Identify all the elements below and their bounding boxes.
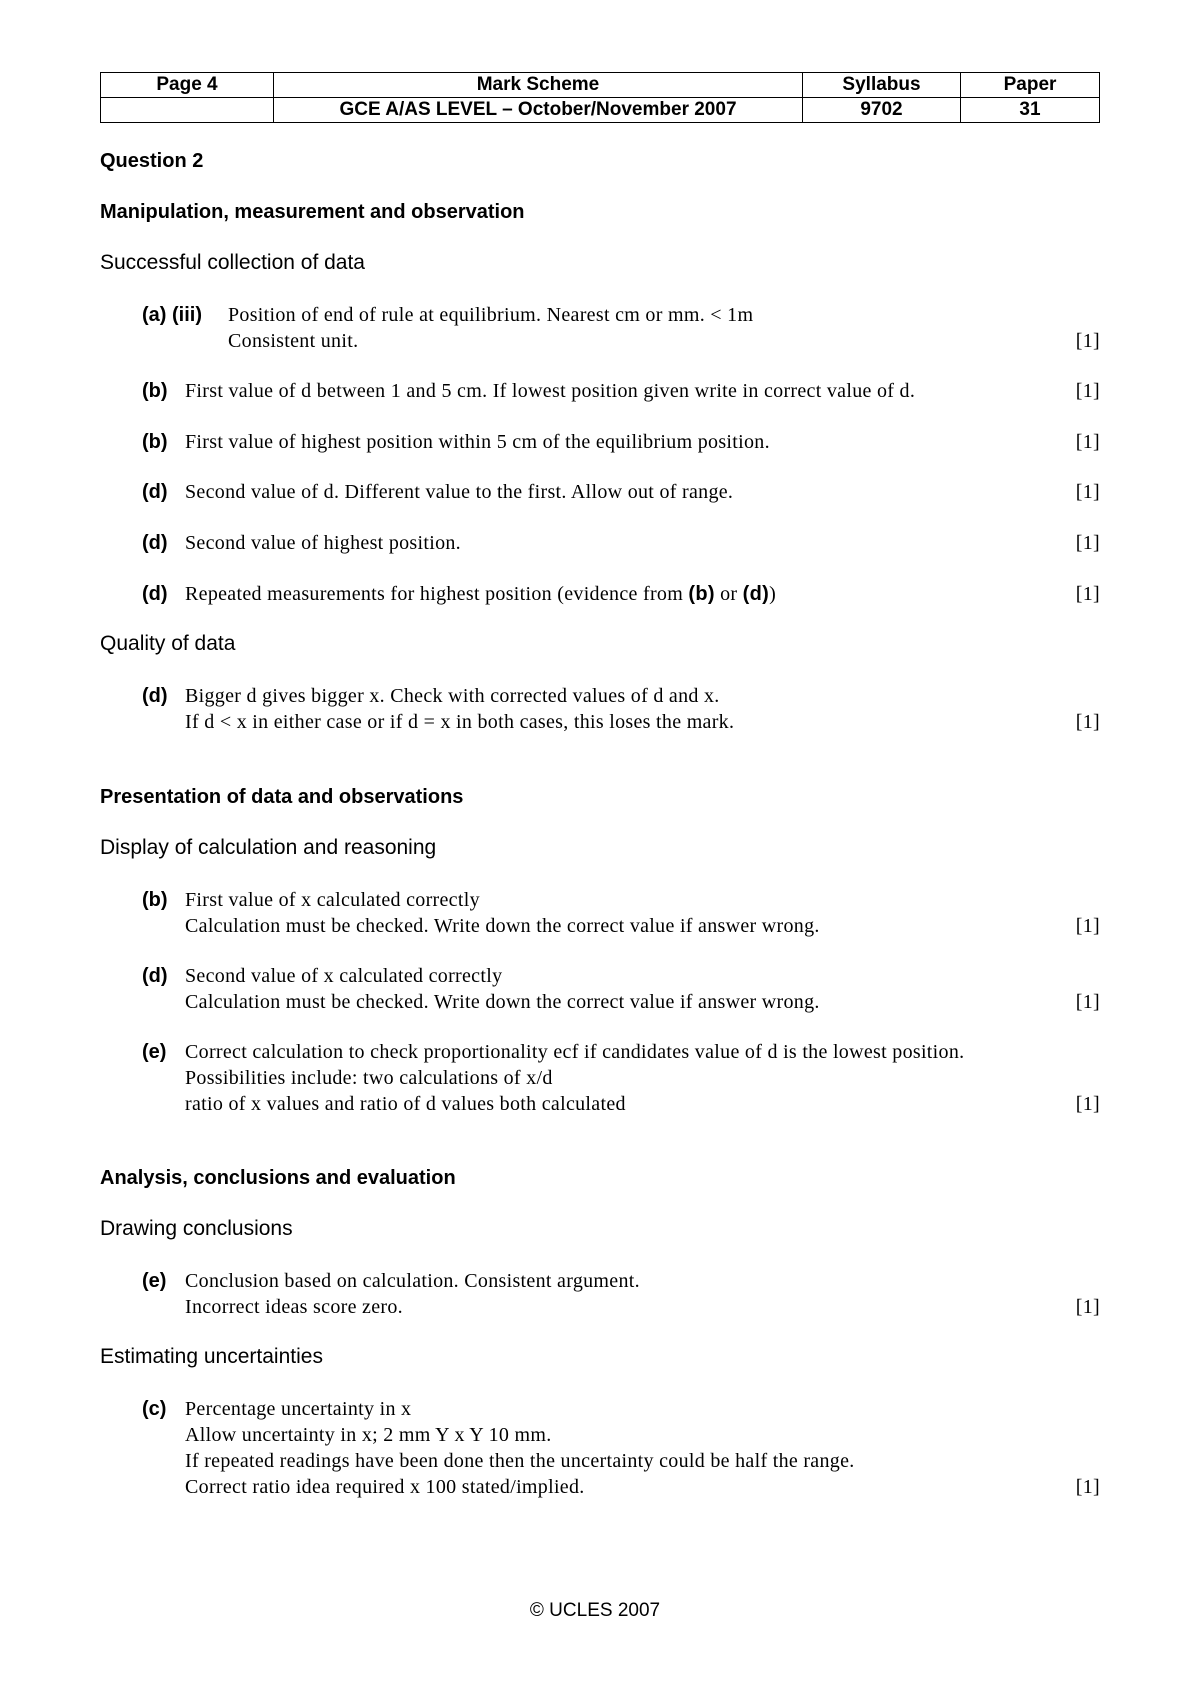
mark-value: [1] — [1075, 481, 1100, 503]
item-text: Second value of d. Different value to the first. Allow out of range. — [185, 481, 734, 503]
mark-value: [1] — [1075, 915, 1100, 937]
item-label: (b) — [142, 380, 168, 402]
paper-number: 31 — [961, 98, 1100, 123]
mark-value: [1] — [1075, 532, 1100, 554]
item-text: First value of d between 1 and 5 cm. If lowest position given write in correct value of d. — [185, 380, 916, 402]
item-label: (e) — [142, 1270, 167, 1292]
part-reference: (b) — [688, 583, 715, 605]
item-label: (b) — [142, 889, 168, 911]
item-label: (b) — [142, 431, 168, 453]
mark-value: [1] — [1075, 583, 1100, 605]
mark-value: [1] — [1075, 1093, 1100, 1115]
mark-value: [1] — [1075, 380, 1100, 402]
item-text: Conclusion based on calculation. Consistent argument. — [185, 1270, 640, 1292]
item-text: First value of highest position within 5 cm of the equilibrium position. — [185, 431, 770, 453]
item-text: ) — [769, 583, 777, 605]
item-text: Second value of x calculated correctly — [185, 965, 503, 987]
mark-value: [1] — [1075, 711, 1100, 733]
part-reference: (d) — [742, 583, 770, 605]
subsection-heading: Display of calculation and reasoning — [100, 836, 437, 859]
page-number: Page 4 — [101, 73, 274, 98]
item-label: (d) — [142, 532, 168, 554]
item-text: Correct ratio idea required x 100 stated/implied. — [185, 1476, 585, 1498]
syllabus-code: 9702 — [803, 98, 961, 123]
item-label: (c) — [142, 1398, 167, 1420]
item-text: Position of end of rule at equilibrium. Nearest cm or mm. < 1m — [228, 304, 754, 326]
item-label: (d) — [142, 965, 168, 987]
header-empty-cell — [101, 98, 274, 123]
subsection-heading: Estimating uncertainties — [100, 1345, 323, 1368]
header-table — [100, 72, 1100, 123]
mark-scheme-label: Mark Scheme — [274, 73, 803, 98]
syllabus-label: Syllabus — [803, 73, 961, 98]
mark-value: [1] — [1075, 1476, 1100, 1498]
section-heading: Analysis, conclusions and evaluation — [100, 1167, 456, 1189]
mark-value: [1] — [1075, 1296, 1100, 1318]
section-heading: Presentation of data and observations — [100, 786, 464, 808]
item-text: If repeated readings have been done then the uncertainty could be half the range. — [185, 1450, 855, 1472]
item-text: First value of x calculated correctly — [185, 889, 480, 911]
item-text: ratio of x values and ratio of d values both calculated — [185, 1093, 626, 1115]
subsection-heading: Drawing conclusions — [100, 1217, 293, 1240]
item-label: (e) — [142, 1041, 167, 1063]
item-label: (a) (iii) — [142, 304, 202, 326]
subsection-heading: Successful collection of data — [100, 251, 365, 274]
section-heading: Manipulation, measurement and observation — [100, 201, 525, 223]
item-text: Percentage uncertainty in x — [185, 1398, 412, 1420]
mark-value: [1] — [1075, 991, 1100, 1013]
item-label: (d) — [142, 481, 168, 503]
item-text: Second value of highest position. — [185, 532, 461, 554]
item-text: Incorrect ideas score zero. — [185, 1296, 403, 1318]
item-label: (d) — [142, 583, 168, 605]
question-title: Question 2 — [100, 150, 204, 172]
item-label: (d) — [142, 685, 168, 707]
mark-value: [1] — [1075, 330, 1100, 352]
paper-label: Paper — [961, 73, 1100, 98]
subsection-heading: Quality of data — [100, 632, 236, 655]
item-text: Possibilities include: two calculations of x/d — [185, 1067, 553, 1089]
exam-title: GCE A/AS LEVEL – October/November 2007 — [274, 98, 803, 123]
item-text: Allow uncertainty in x; 2 mm Y x Y 10 mm. — [185, 1424, 552, 1446]
item-text: If d < x in either case or if d = x in both cases, this loses the mark. — [185, 711, 735, 733]
item-text: Consistent unit. — [228, 330, 359, 352]
item-text: Calculation must be checked. Write down the correct value if answer wrong. — [185, 991, 820, 1013]
mark-value: [1] — [1075, 431, 1100, 453]
item-text: Correct calculation to check proportionality ecf if candidates value of d is the lowest position. — [185, 1041, 965, 1063]
copyright-footer: © UCLES 2007 — [529, 1600, 661, 1621]
item-text: Calculation must be checked. Write down the correct value if answer wrong. — [185, 915, 820, 937]
item-text: Bigger d gives bigger x. Check with corrected values of d and x. — [185, 685, 720, 707]
item-text: or — [714, 583, 743, 605]
item-text: Repeated measurements for highest position (evidence from — [185, 583, 689, 605]
